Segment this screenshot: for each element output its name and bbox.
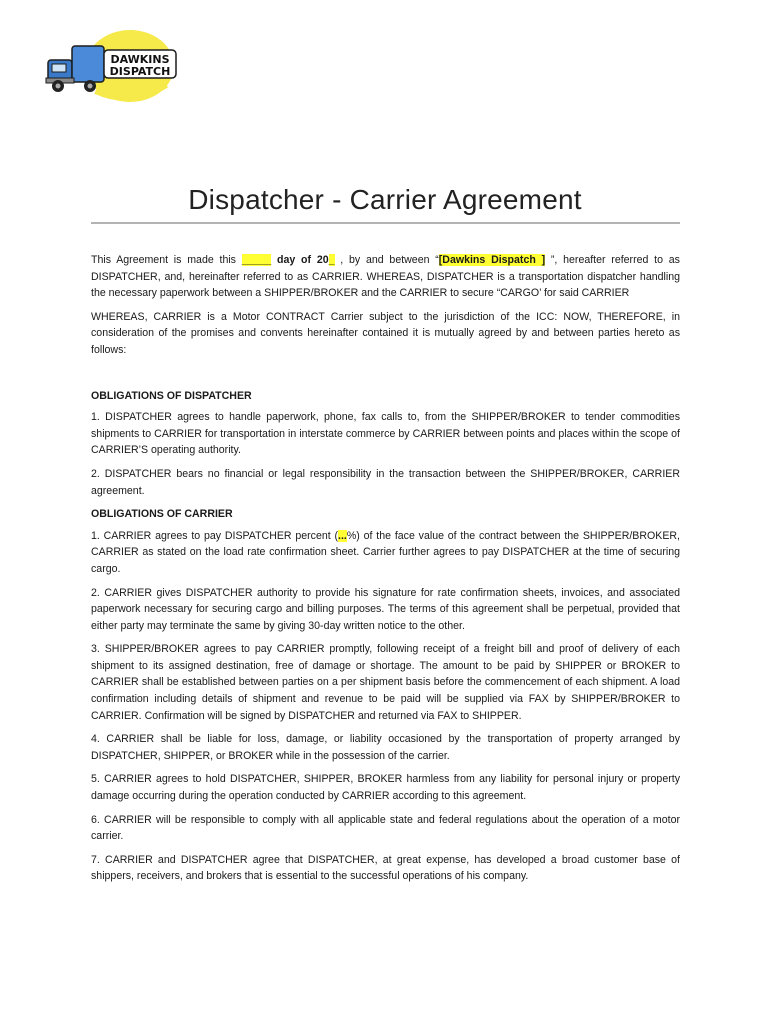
intro-text-3: 20 — [311, 254, 329, 266]
dispatcher-obligation-1: 1. DISPATCHER agrees to handle paperwork, phone, fax calls to, from the SHIPPER/BROKER to tender commodities shipments to CARRIER for transportation in interstate commerce by CARRIER between points and places within the scope of CARRIER’S operating authority. — [91, 411, 680, 457]
day-of-label: day of — [277, 254, 312, 266]
intro-text-1: This Agreement is made this — [91, 254, 242, 266]
carrier-obligation-3: 3. SHIPPER/BROKER agrees to pay CARRIER promptly, following receipt of a freight bill and proof of delivery of each shipment to its assigned destination, free of damage or shortage. The amount to be paid by SHIPPER or BROKER to CARRIER shall be established between parties on a per shipment basis before the commencement of each shipment. A load confirmation including details of shipment and revenue to be paid will be supplied via FAX by SHIPPER/BROKER to CARRIER. Confirmation will be signed by DISPATCHER and returned via FAX to SHIPPER. — [91, 643, 680, 722]
intro-text-5: ”, hereafter referred to as DISPATCHER, and, hereinafter referred to as CARRIER. WHEREAS, DISPATCHER is a transportation dispatcher handling the necessary paperwork between a SHIPPER/BROKER and the CARRIER to secure “CARGO’ for said CARRIER — [91, 254, 680, 300]
whereas-paragraph: WHEREAS, CARRIER is a Motor CONTRACT Carrier subject to the jurisdiction of the ICC: NOW, THEREFORE, in consideration of the promises and convents hereinafter contained it is mutually agreed by and between parties hereto as follows: — [91, 310, 680, 356]
dispatcher-obligations-heading: OBLIGATIONS OF DISPATCHER — [91, 389, 252, 402]
logo-line-1: DAWKINS — [110, 53, 170, 66]
carrier-obligation-1-text-a: 1. CARRIER agrees to pay DISPATCHER percent ( — [91, 529, 339, 542]
company-logo — [44, 20, 180, 106]
intro-text-4: , by and between “ — [334, 254, 439, 266]
carrier-obligation-2: 2. CARRIER gives DISPATCHER authority to provide his signature for rate confirmation sheets, invoices, and associated paperwork necessary for securing cargo and billing purposes. The terms of this agreement shall be perpetual, provided that either party may terminate the same by giving 30-day written notice to the other. — [91, 586, 680, 632]
agreement-body — [91, 252, 680, 885]
logo-line-2: DISPATCH — [109, 65, 171, 78]
carrier-obligation-1-text-b: %) of the face value of the contract between the SHIPPER/BROKER, CARRIER as stated on the load rate confirmation sheet. Carrier further agrees to pay DISPATCHER at the time of securing cargo. — [91, 529, 680, 575]
intro-paragraph — [91, 252, 680, 302]
dispatcher-obligation-2: 2. DISPATCHER bears no financial or legal responsibility in the transaction between the SHIPPER/BROKER, CARRIER agreement. — [91, 467, 680, 497]
day-blank-field[interactable]: _____ — [241, 254, 272, 266]
carrier-obligations-heading: OBLIGATIONS OF CARRIER — [91, 508, 233, 521]
document-title: Dispatcher - Carrier Agreement — [188, 183, 582, 215]
carrier-obligation-5: 5. CARRIER agrees to hold DISPATCHER, SHIPPER, BROKER harmless from any liability for personal injury or property damage occurring during the operation conducted by CARRIER according to this agreement. — [91, 773, 680, 803]
section-gap — [91, 366, 680, 388]
carrier-obligation-6: 6. CARRIER will be responsible to comply with all applicable state and federal regulations about the operation of a motor carrier. — [91, 813, 680, 843]
carrier-obligation-7: 7. CARRIER and DISPATCHER agree that DISPATCHER, at great expense, has developed a broad customer base of shippers, receivers, and brokers that is essential to the successful operations of his company. — [91, 853, 680, 883]
carrier-obligation-4: 4. CARRIER shall be liable for loss, damage, or liability occasioned by the transportation of property arranged by DISPATCHER, SHIPPER, or BROKER while in the possession of the carrier. — [91, 733, 680, 762]
year-blank-field[interactable]: _ — [328, 254, 335, 266]
carrier-obligation-1 — [91, 528, 680, 578]
percent-blank-field[interactable]: ... — [338, 529, 347, 542]
title-divider — [91, 222, 680, 224]
company-name-field[interactable]: [Dawkins Dispatch ] — [438, 254, 546, 266]
